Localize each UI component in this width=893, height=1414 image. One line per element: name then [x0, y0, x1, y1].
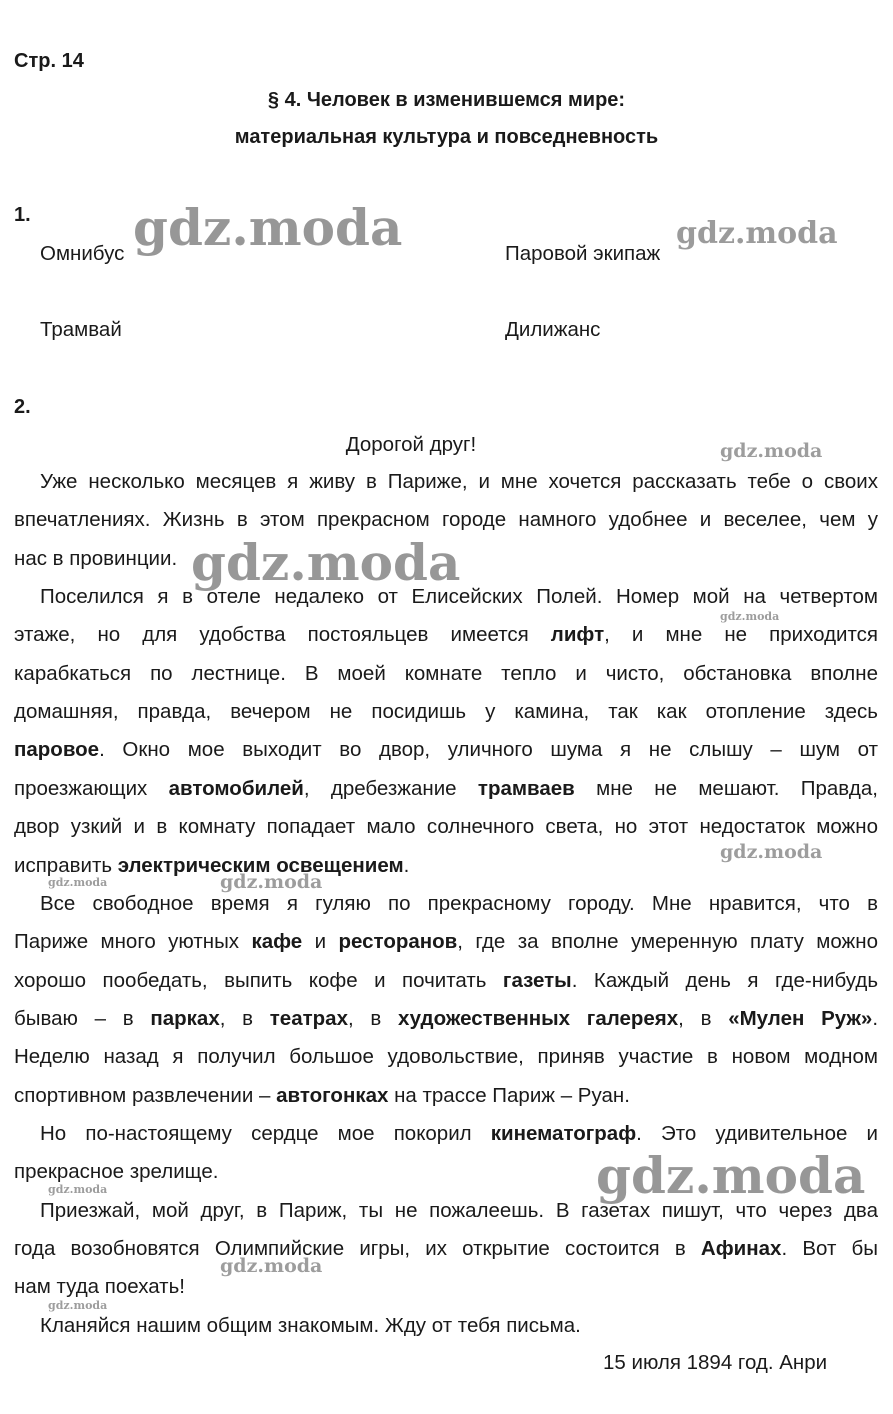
text-run: спортивном развлечении – [14, 1083, 277, 1107]
text-run: карабкаться по лестнице. В моей комнате тепло и чисто, обстановка вполне [14, 661, 878, 685]
section-subtitle: материальная культура и повседневность [234, 126, 659, 148]
letter-line [40, 1314, 878, 1338]
letter-line [14, 1084, 878, 1108]
page-number: Стр. 14 [14, 50, 84, 72]
letter-greeting: Дорогой друг! [345, 433, 477, 456]
text-run: и [302, 930, 339, 954]
text-run: Поселился я в отеле недалеко от Елисейских Полей. Номер мой на четвертом [40, 585, 878, 609]
text-run: бываю – в [14, 1006, 151, 1030]
watermark: gdz.moda [596, 1146, 866, 1205]
text-run: этаже, но для удобства постояльцев имеется [14, 623, 551, 647]
watermark: gdz.moda [720, 610, 780, 623]
highlighted-term: кафе [251, 930, 303, 954]
task-2-number: 2. [14, 396, 31, 418]
highlighted-term: лифт [550, 623, 605, 647]
text-run: . Вот бы [781, 1237, 879, 1260]
text-run: Уже несколько месяцев я живу в Париже, и мне хочется рассказать тебе о своих [40, 470, 878, 493]
text-run: . Это удивительное и [636, 1121, 879, 1145]
text-run: прекрасное зрелище. [14, 1160, 219, 1184]
text-run: нас в провинции. [14, 546, 178, 570]
text-run: Все свободное время я гуляю по прекрасному городу. Мне нравится, что в [40, 891, 878, 915]
highlighted-term: кинематограф [490, 1121, 637, 1145]
letter-line [14, 969, 878, 993]
watermark: gdz.moda [720, 440, 823, 462]
text-run: года возобновятся Олимпийские игры, их открытие состоится в [14, 1237, 701, 1260]
text-run: , где за вполне умеренную плату можно [457, 930, 878, 954]
letter-line [14, 623, 878, 647]
letter-line [14, 700, 878, 724]
letter-signature: 15 июля 1894 год. Анри [603, 1351, 828, 1374]
answer-omnibus: Омнибус [40, 242, 125, 265]
letter-line [14, 547, 878, 571]
letter-line [40, 585, 878, 609]
highlighted-term: Афинах [700, 1237, 782, 1260]
letter-line [14, 662, 878, 686]
text-run: Но по-настоящему сердце мое покорил [40, 1121, 491, 1145]
text-run: впечатлениях. Жизнь в этом прекрасном городе намного удобнее и веселее, чем у [14, 508, 878, 532]
answer-steam-carriage: Паровой экипаж [505, 242, 661, 265]
text-run: . Окно мое выходит во двор, уличного шума я не слышу – шум от [99, 738, 878, 762]
highlighted-term: газеты [502, 968, 572, 992]
text-run: нам туда поехать! [14, 1275, 185, 1299]
watermark: gdz.moda [48, 876, 108, 889]
text-run: исправить [14, 853, 118, 877]
letter-line [14, 1275, 878, 1299]
text-run: . Каждый день я где-нибудь [571, 968, 878, 992]
letter-line [40, 1199, 878, 1223]
watermark: gdz.moda [48, 1183, 108, 1196]
letter-line [14, 854, 878, 878]
letter-line [14, 738, 878, 762]
watermark: gdz.moda [48, 1299, 108, 1312]
letter-line [40, 1122, 878, 1146]
text-run: , и мне не приходится [604, 623, 878, 647]
highlighted-term: театрах [269, 1006, 348, 1030]
text-run: , в [678, 1006, 729, 1030]
letter-line [14, 1007, 878, 1031]
highlighted-term: художественных галереях [398, 1006, 679, 1030]
letter-line [14, 508, 878, 532]
letter-line [14, 1237, 878, 1261]
text-run: Париже много уютных [14, 930, 252, 954]
highlighted-term: автомобилей [168, 776, 304, 800]
highlighted-term: трамваев [477, 776, 575, 800]
text-run: домашняя, правда, вечером не посидишь у камина, так как отопление здесь [14, 700, 878, 724]
highlighted-term: электрическим освещением [117, 853, 404, 877]
text-run: , дребезжание [303, 776, 478, 800]
letter-line [14, 1045, 878, 1069]
task-1-number: 1. [14, 204, 31, 226]
watermark: gdz.moda [133, 198, 403, 257]
text-run: мне не мешают. Правда, [574, 776, 878, 800]
answer-tram: Трамвай [40, 318, 122, 341]
watermark: gdz.moda [676, 216, 838, 251]
watermark: gdz.moda [191, 533, 461, 592]
watermark: gdz.moda [220, 871, 323, 893]
watermark: gdz.moda [220, 1255, 323, 1277]
text-run: на трассе Париж – Руан. [388, 1083, 630, 1107]
text-run: . [403, 853, 410, 877]
text-run: Приезжай, мой друг, в Париж, ты не пожалеешь. В газетах пишут, что через два [40, 1198, 878, 1222]
text-run: Кланяйся нашим общим знакомым. Жду от тебя письма. [40, 1313, 581, 1337]
watermark: gdz.moda [720, 841, 823, 863]
text-run: . [872, 1006, 879, 1030]
letter-line [40, 470, 878, 494]
answer-stagecoach: Дилижанс [505, 318, 601, 341]
text-run: , в [219, 1006, 270, 1030]
letter-line [14, 930, 878, 954]
letter-line [14, 1160, 878, 1184]
highlighted-term: «Мулен Руж» [728, 1006, 873, 1030]
letter-line [14, 815, 878, 839]
highlighted-term: автогонках [276, 1083, 389, 1107]
highlighted-term: ресторанов [338, 930, 458, 954]
highlighted-term: парках [150, 1006, 220, 1030]
letter-line [40, 892, 878, 916]
section-title: § 4. Человек в изменившемся мире: [267, 89, 626, 111]
text-run: Неделю назад я получил большое удовольствие, приняв участие в новом модном [14, 1045, 878, 1069]
text-run: проезжающих [14, 776, 169, 800]
text-run: , в [347, 1006, 399, 1030]
text-run: двор узкий и в комнату попадает мало солнечного света, но этот недостаток можно [14, 815, 878, 839]
highlighted-term: паровое [14, 738, 100, 762]
text-run: хорошо пообедать, выпить кофе и почитать [14, 968, 503, 992]
letter-line [14, 777, 878, 801]
